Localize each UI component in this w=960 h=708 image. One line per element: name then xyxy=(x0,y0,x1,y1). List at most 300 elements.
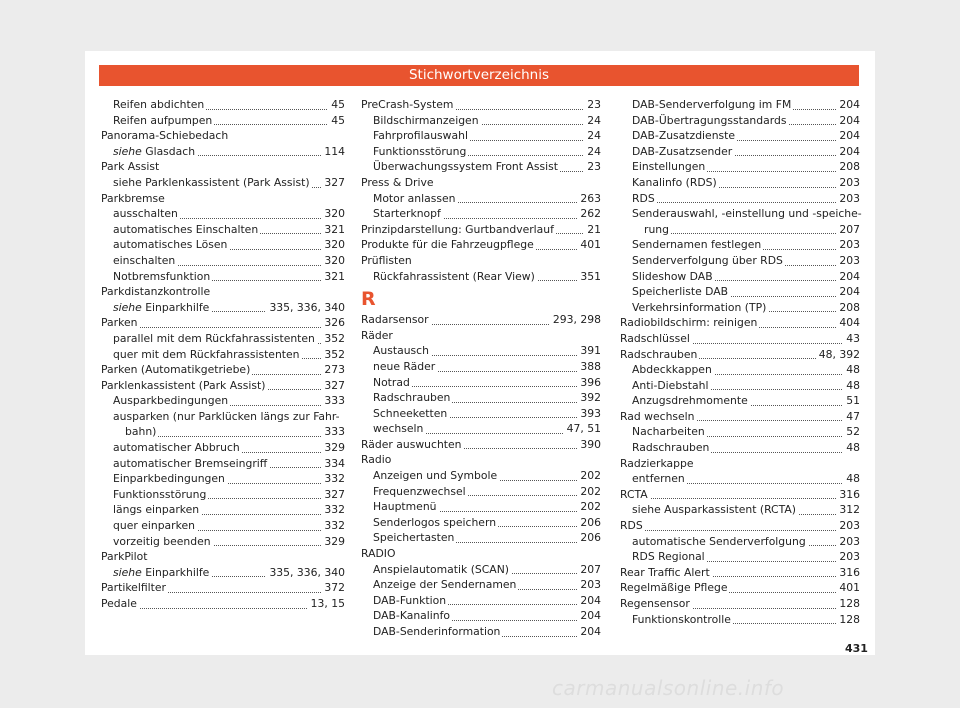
entry-text: Notbremsfunktion xyxy=(113,269,211,283)
entry-text: Speichertasten xyxy=(373,531,455,545)
entry-text: Radschrauben xyxy=(620,347,698,361)
page-reference: 352 xyxy=(321,347,345,363)
watermark-text: carmanualsonline.info xyxy=(552,676,785,700)
index-entry xyxy=(361,222,601,238)
page-reference: 207 xyxy=(836,222,860,238)
page-reference: 332 xyxy=(321,518,345,534)
entry-text: Rückfahrassistent (Rear View) xyxy=(373,269,535,283)
index-entry xyxy=(101,284,345,300)
index-subentry xyxy=(101,518,345,534)
index-subentry xyxy=(101,440,345,456)
page-reference: 316 xyxy=(836,565,860,581)
page-reference: 204 xyxy=(836,97,860,113)
index-letter-heading: R xyxy=(361,288,376,311)
page-reference: 204 xyxy=(577,593,601,609)
entry-text: Regensensor xyxy=(620,597,690,610)
page-reference: 393 xyxy=(577,406,601,422)
entry-text: Räder xyxy=(361,328,393,342)
entry-text: Bildschirmanzeigen xyxy=(373,113,479,127)
index-entry xyxy=(101,191,345,207)
index-subentry xyxy=(620,269,860,285)
entry-text: Notrad xyxy=(373,375,410,389)
entry-text: Pedale xyxy=(101,597,137,610)
entry-text: rung xyxy=(644,222,669,236)
page-reference: 204 xyxy=(836,269,860,285)
page-reference: 312 xyxy=(836,502,860,518)
page-reference: 335, 336, 340 xyxy=(266,565,345,581)
index-subentry xyxy=(101,222,345,238)
entry-text: DAB-Kanalinfo xyxy=(373,609,451,623)
entry-text: Parklenkassistent (Park Assist) xyxy=(101,378,266,392)
entry-text: DAB-Senderverfolgung im FM xyxy=(632,98,792,111)
entry-text: Rad wechseln xyxy=(620,409,695,423)
page-reference: 114 xyxy=(321,144,345,160)
index-subentry xyxy=(620,378,860,394)
entry-text: Parken xyxy=(101,316,138,330)
entry-text: Nacharbeiten xyxy=(632,425,705,439)
index-subentry xyxy=(361,128,601,144)
entry-term: Einparkhilfe xyxy=(145,300,210,314)
entry-text: ausschalten xyxy=(113,207,178,221)
index-entry xyxy=(361,437,601,453)
page-reference: 47 xyxy=(843,409,860,425)
page-reference: 24 xyxy=(584,128,601,144)
section-header: Stichwortverzeichnis xyxy=(99,65,859,86)
index-entry xyxy=(361,328,601,344)
dot-leader xyxy=(632,202,860,203)
index-subentry xyxy=(361,499,601,515)
entry-text: Anzeige der Sendernamen xyxy=(373,578,517,592)
page-reference: 392 xyxy=(577,390,601,406)
index-subentry xyxy=(361,577,601,593)
page-reference: 204 xyxy=(836,128,860,144)
entry-text: Press & Drive xyxy=(361,175,434,189)
index-subentry xyxy=(620,300,860,316)
page-reference: 45 xyxy=(328,97,345,113)
index-subentry xyxy=(101,347,345,363)
dot-leader xyxy=(125,436,345,437)
index-subentry xyxy=(361,484,601,500)
entry-text: Radarsensor xyxy=(361,313,429,327)
index-subentry xyxy=(620,237,860,253)
page-reference: 43 xyxy=(843,331,860,347)
index-subentry xyxy=(620,113,860,129)
index-subentry xyxy=(101,565,345,581)
index-entry xyxy=(620,580,860,596)
entry-text: RCTA xyxy=(620,487,648,501)
index-entry xyxy=(620,347,860,363)
page-reference: 51 xyxy=(843,393,860,409)
page-reference: 404 xyxy=(836,315,860,331)
index-subentry xyxy=(620,144,860,160)
index-subentry xyxy=(620,128,860,144)
entry-text: Parkbremse xyxy=(101,191,165,205)
index-entry xyxy=(361,253,601,269)
entry-text: Partikelfilter xyxy=(101,581,166,595)
page-reference: 396 xyxy=(577,375,601,391)
index-subentry xyxy=(361,624,601,640)
entry-text: ParkPilot xyxy=(101,550,148,564)
index-entry xyxy=(101,549,345,565)
page-reference: 203 xyxy=(836,237,860,253)
entry-text: Kanalinfo (RDS) xyxy=(632,175,717,189)
entry-text: DAB-Zusatzdienste xyxy=(632,129,736,143)
index-subentry xyxy=(101,237,345,253)
index-subentry xyxy=(620,175,860,191)
entry-text xyxy=(113,566,211,579)
index-entry xyxy=(361,237,601,253)
index-subentry xyxy=(361,562,601,578)
index-subentry xyxy=(101,534,345,550)
entry-text: Anti-Diebstahl xyxy=(632,378,709,392)
index-entry xyxy=(101,362,345,378)
entry-text: Fahrprofilauswahl xyxy=(373,129,468,143)
entry-text: Überwachungssystem Front Assist xyxy=(373,160,558,174)
entry-text: Senderauswahl, -einstellung und -speiche- xyxy=(632,207,862,221)
index-subentry xyxy=(101,409,345,440)
page-reference: 204 xyxy=(836,113,860,129)
entry-text: Prüflisten xyxy=(361,253,412,267)
page-reference: 401 xyxy=(577,237,601,253)
dot-leader xyxy=(620,530,860,531)
index-subentry xyxy=(361,144,601,160)
page-reference: 203 xyxy=(836,253,860,269)
page-reference: 204 xyxy=(836,144,860,160)
entry-term: Einparkhilfe xyxy=(145,565,210,579)
entry-text: Radschrauben xyxy=(373,391,451,405)
page-reference: 203 xyxy=(836,534,860,550)
page-reference: 390 xyxy=(577,437,601,453)
index-subentry xyxy=(620,502,860,518)
page-reference: 203 xyxy=(836,549,860,565)
entry-text: Reifen aufpumpen xyxy=(113,113,213,127)
index-subentry xyxy=(361,206,601,222)
page-reference: 333 xyxy=(321,393,345,409)
entry-text: Ausparkbedingungen xyxy=(113,394,229,408)
page-reference: 204 xyxy=(577,608,601,624)
page-reference: 24 xyxy=(584,113,601,129)
entry-text: Anspielautomatik (SCAN) xyxy=(373,562,509,576)
index-subentry xyxy=(101,487,345,503)
index-entry xyxy=(620,487,860,503)
entry-text: längs einparken xyxy=(113,503,200,517)
page-reference: 48 xyxy=(843,378,860,394)
index-subentry xyxy=(361,375,601,391)
entry-text: einschalten xyxy=(113,253,176,267)
index-subentry xyxy=(101,331,345,347)
entry-text: Verkehrsinformation (TP) xyxy=(632,300,767,314)
index-subentry xyxy=(620,253,860,269)
see-reference: siehe xyxy=(113,144,142,158)
see-reference: siehe xyxy=(113,300,142,314)
page-reference: 202 xyxy=(577,499,601,515)
entry-text: Anzeigen und Symbole xyxy=(373,469,498,483)
entry-text: Motor anlassen xyxy=(373,191,456,205)
index-subentry xyxy=(361,159,601,175)
index-subentry xyxy=(620,471,860,487)
page-reference: 321 xyxy=(321,222,345,238)
entry-text: Parken (Automatikgetriebe) xyxy=(101,363,251,377)
entry-text: Funktionsstörung xyxy=(373,144,467,158)
index-entry xyxy=(101,315,345,331)
index-subentry xyxy=(101,206,345,222)
index-subentry xyxy=(361,515,601,531)
index-entry xyxy=(620,315,860,331)
page-reference: 327 xyxy=(321,175,345,191)
entry-text: Radschrauben xyxy=(632,441,710,455)
entry-text: automatisches Lösen xyxy=(113,238,228,252)
index-subentry xyxy=(620,424,860,440)
page-reference: 352 xyxy=(321,331,345,347)
page-reference: 273 xyxy=(321,362,345,378)
index-entry xyxy=(361,175,601,191)
index-subentry xyxy=(620,393,860,409)
page-reference: 208 xyxy=(836,159,860,175)
index-subentry xyxy=(101,456,345,472)
page-reference: 333 xyxy=(321,424,345,440)
entry-text: RDS xyxy=(620,519,643,533)
entry-text: automatischer Abbruch xyxy=(113,441,240,455)
entry-text: Starterknopf xyxy=(373,207,441,221)
index-column-1 xyxy=(101,97,345,612)
index-subentry xyxy=(101,393,345,409)
page-reference: 23 xyxy=(584,97,601,113)
entry-text: automatisches Einschalten xyxy=(113,222,259,236)
index-subentry xyxy=(101,300,345,316)
page-reference: 326 xyxy=(321,315,345,331)
entry-text: ausparken (nur Parklücken längs zur Fahr- xyxy=(113,409,340,423)
entry-text: Panorama-Schiebedach xyxy=(101,129,229,143)
index-subentry xyxy=(101,97,345,113)
entry-text: Radio xyxy=(361,453,392,467)
index-subentry xyxy=(620,362,860,378)
entry-text: Einstellungen xyxy=(632,160,706,174)
page-reference: 321 xyxy=(321,269,345,285)
entry-text: DAB-Senderinformation xyxy=(373,625,501,638)
index-entry xyxy=(620,456,860,472)
entry-text xyxy=(113,145,197,158)
index-entry xyxy=(620,409,860,425)
entry-text: Abdeckkappen xyxy=(632,363,712,377)
page-reference: 202 xyxy=(577,484,601,500)
index-subentry xyxy=(361,359,601,375)
page-reference: 327 xyxy=(321,378,345,394)
index-entry xyxy=(620,518,860,534)
page-reference: 293, 298 xyxy=(550,312,601,328)
page-reference: 202 xyxy=(577,468,601,484)
entry-text: Frequenzwechsel xyxy=(373,484,466,498)
entry-text xyxy=(113,301,211,314)
page-reference: 332 xyxy=(321,471,345,487)
entry-text: Funktionskontrolle xyxy=(632,612,731,626)
index-subentry xyxy=(620,612,860,628)
entry-text: Parkdistanzkontrolle xyxy=(101,285,211,299)
page-reference: 327 xyxy=(321,487,345,503)
index-entry xyxy=(101,159,345,175)
index-entry xyxy=(361,312,601,328)
index-subentry xyxy=(101,175,345,191)
index-subentry xyxy=(620,440,860,456)
page-reference: 13, 15 xyxy=(308,596,345,612)
entry-text: Radiobildschirm: reinigen xyxy=(620,316,758,330)
page-reference: 320 xyxy=(321,206,345,222)
page-reference: 320 xyxy=(321,253,345,269)
page-reference: 372 xyxy=(321,580,345,596)
page-reference: 47, 51 xyxy=(564,421,601,437)
page-reference: 45 xyxy=(328,113,345,129)
index-subentry xyxy=(361,593,601,609)
index-entry xyxy=(361,97,601,113)
entry-text: Funktionsstörung xyxy=(113,487,207,501)
entry-text: Anzugsdrehmomente xyxy=(632,394,748,408)
page-reference: 320 xyxy=(321,237,345,253)
index-entry xyxy=(101,580,345,596)
page-reference: 329 xyxy=(321,440,345,456)
page-reference: 208 xyxy=(836,300,860,316)
page-reference: 128 xyxy=(836,596,860,612)
page-reference: 206 xyxy=(577,515,601,531)
page-reference: 203 xyxy=(836,191,860,207)
index-column-2 xyxy=(361,97,601,640)
entry-text: bahn) xyxy=(125,425,157,439)
page-reference: 316 xyxy=(836,487,860,503)
page-reference: 203 xyxy=(836,175,860,191)
entry-text: automatischer Bremseingriff xyxy=(113,456,268,470)
entry-text: Austausch xyxy=(373,344,429,358)
index-entry xyxy=(101,128,345,144)
entry-text: Radschlüssel xyxy=(620,331,690,345)
index-subentry xyxy=(620,534,860,550)
entry-text: RDS Regional xyxy=(632,550,705,564)
entry-text: Reifen abdichten xyxy=(113,98,205,111)
entry-text: vorzeitig beenden xyxy=(113,534,211,548)
entry-text: neue Räder xyxy=(373,359,436,373)
page-reference: 52 xyxy=(843,424,860,440)
index-subentry xyxy=(361,406,601,422)
page-reference: 207 xyxy=(577,562,601,578)
page-reference: 351 xyxy=(577,269,601,285)
page-reference: 206 xyxy=(577,530,601,546)
index-subentry xyxy=(361,390,601,406)
entry-text: Räder auswuchten xyxy=(361,437,462,451)
entry-text: Senderlogos speichern xyxy=(373,515,497,529)
entry-text: Senderverfolgung über RDS xyxy=(632,253,783,267)
entry-text: quer einparken xyxy=(113,519,195,533)
index-subentry xyxy=(620,284,860,300)
page-reference: 401 xyxy=(836,580,860,596)
page-reference: 203 xyxy=(577,577,601,593)
index-subentry xyxy=(101,144,345,160)
dot-leader xyxy=(644,233,860,234)
page-reference: 21 xyxy=(584,222,601,238)
index-subentry xyxy=(361,468,601,484)
entry-text: PreCrash-System xyxy=(361,98,454,111)
entry-text: DAB-Funktion xyxy=(373,593,447,607)
entry-text: entfernen xyxy=(632,472,685,486)
index-subentry xyxy=(361,343,601,359)
index-subentry xyxy=(101,502,345,518)
page-reference: 24 xyxy=(584,144,601,160)
entry-text: DAB-Zusatzsender xyxy=(632,144,733,158)
dot-leader xyxy=(620,498,860,499)
page-reference: 204 xyxy=(836,284,860,300)
entry-text: RADIO xyxy=(361,547,396,561)
index-subentry xyxy=(620,191,860,207)
page-reference: 48 xyxy=(843,471,860,487)
page-reference: 391 xyxy=(577,343,601,359)
entry-text: Sendernamen festlegen xyxy=(632,238,762,252)
entry-text: Hauptmenü xyxy=(373,500,437,514)
entry-text: siehe Ausparkassistent (RCTA) xyxy=(632,503,796,517)
entry-text: parallel mit dem Rückfahrassistenten xyxy=(113,331,315,345)
entry-text: Rear Traffic Alert xyxy=(620,565,710,579)
entry-text: Schneeketten xyxy=(373,406,448,420)
index-subentry xyxy=(101,113,345,129)
entry-text: wechseln xyxy=(373,422,424,436)
index-subentry xyxy=(620,159,860,175)
index-subentry xyxy=(361,608,601,624)
page-reference: 329 xyxy=(321,534,345,550)
page-reference: 332 xyxy=(321,502,345,518)
page-reference: 48 xyxy=(843,440,860,456)
index-entry xyxy=(620,596,860,612)
entry-text: Park Assist xyxy=(101,160,160,174)
page-reference: 204 xyxy=(577,624,601,640)
index-subentry xyxy=(620,97,860,113)
index-subentry xyxy=(361,269,601,285)
index-subentry xyxy=(620,549,860,565)
index-entry xyxy=(620,331,860,347)
index-subentry xyxy=(361,113,601,129)
entry-text: Radzierkappe xyxy=(620,456,694,470)
page-reference: 23 xyxy=(584,159,601,175)
entry-text: Speicherliste DAB xyxy=(632,285,729,299)
index-entry xyxy=(361,546,601,562)
index-subentry xyxy=(101,471,345,487)
page-reference: 263 xyxy=(577,191,601,207)
entry-term: Glasdach xyxy=(145,144,196,158)
see-reference: siehe xyxy=(113,565,142,579)
entry-text: Regelmäßige Pflege xyxy=(620,581,728,595)
entry-text: siehe Parklenkassistent (Park Assist) xyxy=(113,175,310,189)
index-entry xyxy=(620,565,860,581)
index-subentry xyxy=(620,206,860,237)
entry-text: Slideshow DAB xyxy=(632,269,713,283)
index-subentry xyxy=(361,421,601,437)
entry-text: automatische Senderverfolgung xyxy=(632,534,806,548)
index-subentry xyxy=(101,269,345,285)
index-subentry xyxy=(361,191,601,207)
entry-text: RDS xyxy=(632,191,655,205)
entry-text: Produkte für die Fahrzeugpflege xyxy=(361,238,534,252)
entry-text: quer mit dem Rückfahrassistenten xyxy=(113,347,300,361)
index-entry xyxy=(101,596,345,612)
page-reference: 48 xyxy=(843,362,860,378)
page-number: 431 xyxy=(845,642,868,655)
entry-text: DAB-Übertragungsstandards xyxy=(632,113,787,127)
index-subentry xyxy=(361,530,601,546)
page-reference: 48, 392 xyxy=(816,347,860,363)
page-reference: 262 xyxy=(577,206,601,222)
entry-text: Einparkbedingungen xyxy=(113,472,225,486)
page-reference: 128 xyxy=(836,612,860,628)
page-reference: 335, 336, 340 xyxy=(266,300,345,316)
index-column-3 xyxy=(620,97,860,627)
index-entry xyxy=(361,452,601,468)
page-reference: 334 xyxy=(321,456,345,472)
index-entry xyxy=(101,378,345,394)
page-reference: 388 xyxy=(577,359,601,375)
